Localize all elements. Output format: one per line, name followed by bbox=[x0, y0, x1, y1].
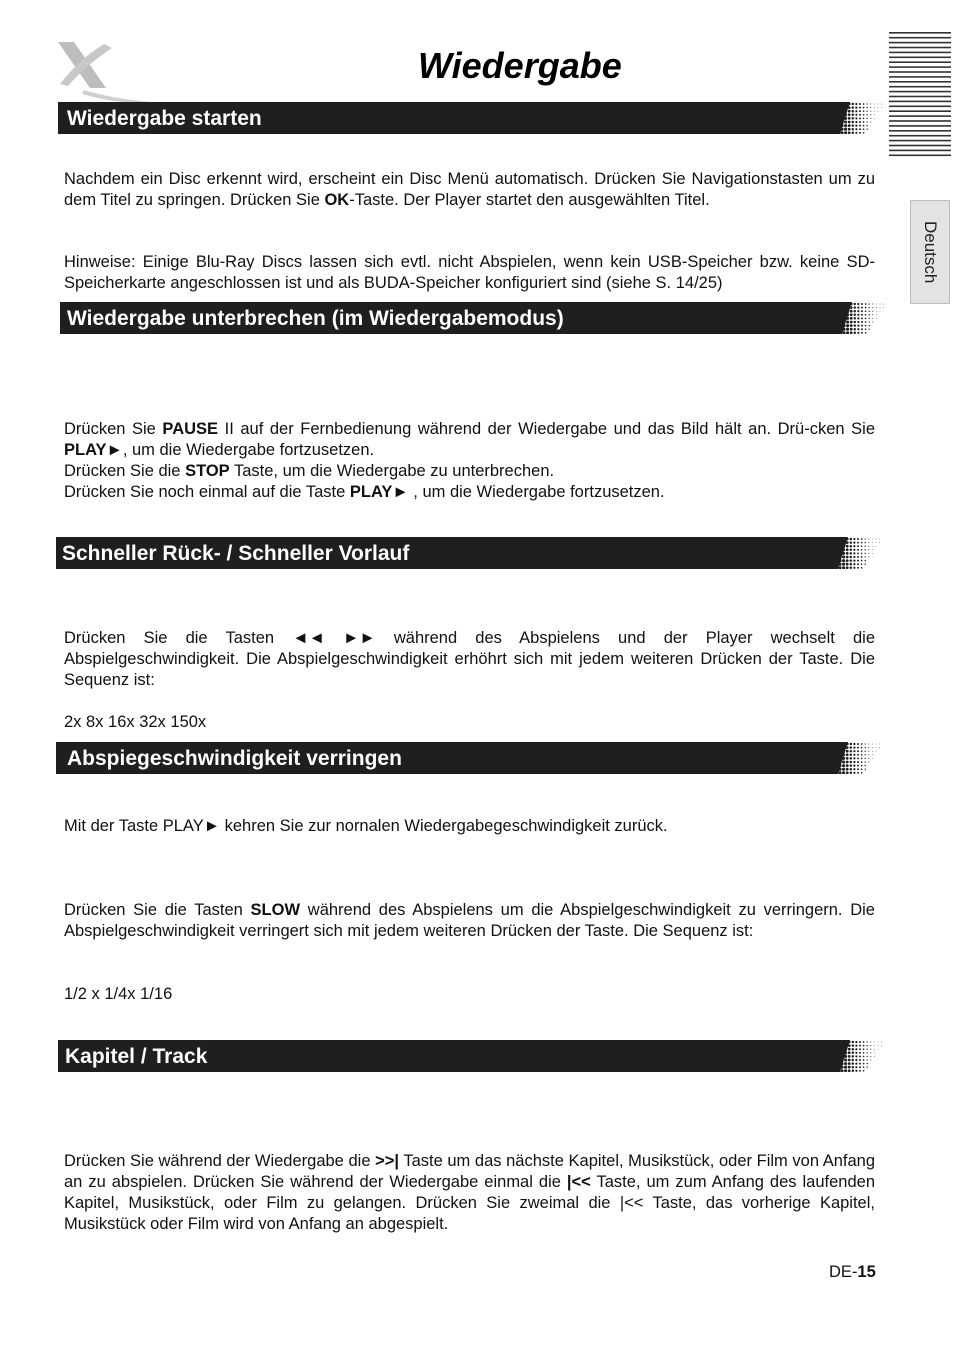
section-heading-bar bbox=[58, 102, 878, 134]
halftone-dots-icon bbox=[840, 1040, 884, 1072]
section-heading: Abspiegeschwindigkeit verringen bbox=[67, 747, 402, 770]
paragraph: Drücken Sie noch einmal auf die Taste PLAY► , um die Wiedergabe fortzusetzen. bbox=[64, 483, 665, 501]
halftone-dots-icon bbox=[842, 302, 886, 334]
section-heading-bar bbox=[60, 302, 880, 334]
paragraph: Mit der Taste PLAY► kehren Sie zur nornalen Wiedergabegeschwindigkeit zurück. bbox=[64, 817, 668, 835]
halftone-dots-icon bbox=[838, 537, 882, 569]
paragraph: Drücken Sie die Tasten ◄◄ ►► während des Abspielens und der Player wechselt die Abspielgeschwindigkeit. Die Abspielgeschwindigkeit erhöhrt sich mit jedem weiteren Drücken der Taste. Die Sequenz ist: bbox=[64, 629, 875, 689]
paragraph: 2x 8x 16x 32x 150x bbox=[64, 713, 207, 731]
paragraph: Nachdem ein Disc erkennt wird, erscheint ein Disc Menü automatisch. Drücken Sie Navigationstasten um zu dem Titel zu springen. Drücken Sie OK-Taste. Der Player startet den ausgewählten Titel. bbox=[64, 170, 875, 209]
decorative-stripes bbox=[889, 30, 951, 160]
paragraph: Drücken Sie die STOP Taste, um die Wiedergabe zu unterbrechen. bbox=[64, 462, 555, 480]
paragraph: Drücken Sie die Tasten SLOW während des Abspielens um die Abspielgeschwindigkeit zu verringern. Die Abspielgeschwindigkeit verringert sich mit jedem weiteren Drücken der Taste. Die Sequenz ist: bbox=[64, 901, 875, 940]
section-heading: Schneller Rück- / Schneller Vorlauf bbox=[62, 542, 410, 565]
halftone-dots-icon bbox=[838, 742, 882, 774]
brand-logo-icon bbox=[54, 36, 154, 104]
paragraph: Drücken Sie während der Wiedergabe die >>| Taste um das nächste Kapitel, Musikstück, oder Film von Anfang an zu abspielen. Drücken Sie während der Wiedergabe einmal die |<< Taste, um zum Anfang des laufenden Kapitel, Musikstück, oder Film zu gelangen. Drücken Sie zweimal die |<< Taste, das vorherige Kapitel, Musikstück oder Film wird von Anfang an abgespielt. bbox=[64, 1152, 876, 1233]
language-tab-label: Deutsch bbox=[921, 220, 940, 284]
section-heading: Wiedergabe starten bbox=[67, 107, 262, 130]
page-title: Wiedergabe bbox=[418, 45, 622, 86]
paragraph: Hinweise: Einige Blu-Ray Discs lassen sich evtl. nicht Abspielen, wenn kein USB-Speicher bzw. keine SD-Speicherkarte angeschlossen ist und als BUDA-Speicher konfiguriert sind (siehe S. 14/25) bbox=[64, 253, 875, 292]
halftone-dots-icon bbox=[840, 102, 884, 134]
section-heading: Kapitel / Track bbox=[65, 1045, 208, 1068]
section-heading-bar bbox=[58, 1040, 878, 1072]
section-heading: Wiedergabe unterbrechen (im Wiedergabemodus) bbox=[67, 307, 564, 330]
language-tab bbox=[910, 200, 950, 304]
paragraph: 1/2 x 1/4x 1/16 bbox=[64, 985, 173, 1003]
paragraph: Drücken Sie PAUSE II auf der Fernbedienung während der Wiedergabe und das Bild hält an. Drü-cken Sie PLAY►, um die Wiedergabe fortzusetzen. bbox=[64, 420, 875, 459]
section-heading-bar bbox=[56, 742, 876, 774]
section-heading-bar bbox=[56, 537, 876, 569]
page-number: DE-15 bbox=[829, 1263, 876, 1281]
